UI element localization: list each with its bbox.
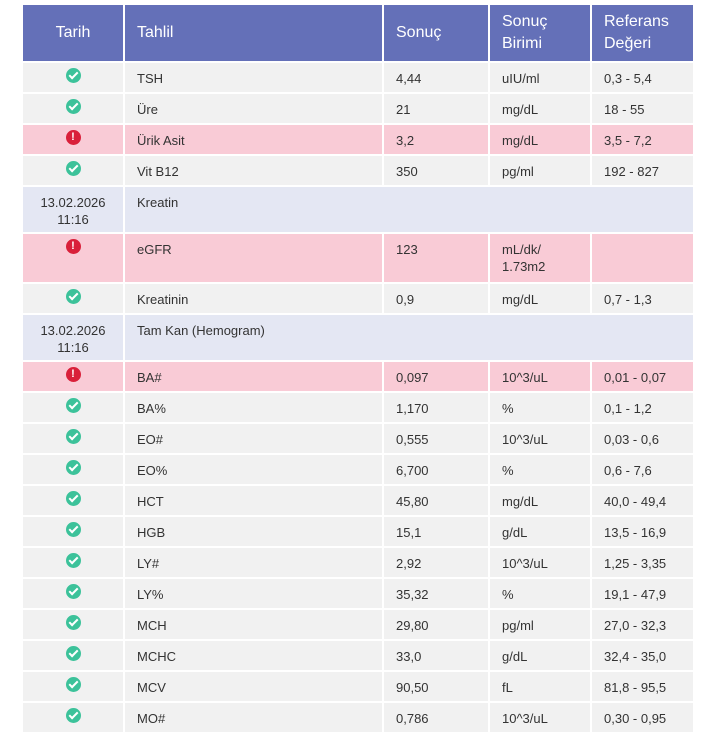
lab-results-table: [21, 3, 695, 734]
unit-cell: [490, 234, 590, 282]
result-cell-text: 0,097: [396, 370, 429, 385]
unit-cell: [490, 156, 590, 185]
result-cell: [384, 548, 488, 577]
unit-cell: [490, 455, 590, 484]
check-circle-icon: [66, 491, 81, 506]
test-name-cell: [125, 234, 382, 282]
reference-cell-text: 0,3 - 5,4: [604, 71, 652, 86]
group-name-cell: [125, 315, 693, 360]
check-circle-icon: [66, 584, 81, 599]
unit-cell: [490, 486, 590, 515]
test-name-cell: [125, 156, 382, 185]
group-date: 13.02.2026: [40, 323, 106, 338]
test-name-cell-text: Vit B12: [137, 164, 179, 179]
status-cell: [23, 156, 123, 185]
group-name-cell-text: Kreatin: [137, 195, 179, 210]
status-cell: [23, 455, 123, 484]
check-circle-icon: [66, 99, 81, 114]
test-name-cell-text: EO%: [137, 463, 168, 478]
result-cell-text: 123: [396, 242, 418, 257]
reference-cell: [592, 393, 693, 422]
status-cell: [23, 548, 123, 577]
test-name-cell: [125, 703, 382, 732]
result-cell-text: 350: [396, 164, 418, 179]
unit-cell: [490, 393, 590, 422]
table-row[interactable]: [23, 94, 693, 123]
result-cell-text: 0,9: [396, 292, 415, 307]
unit-cell-text: g/dL: [502, 525, 528, 540]
col-header-unit-line2: Birimi: [502, 35, 542, 52]
test-name-cell-text: MCV: [137, 680, 166, 695]
check-circle-icon: [66, 677, 81, 692]
test-name-cell: [125, 517, 382, 546]
status-cell: [23, 517, 123, 546]
check-circle-icon: [66, 553, 81, 568]
result-cell: [384, 424, 488, 453]
reference-cell: [592, 548, 693, 577]
test-name-cell: [125, 63, 382, 92]
test-name-cell-text: HGB: [137, 525, 166, 540]
test-name-cell-text: Üre: [137, 102, 158, 117]
result-cell-text: 4,44: [396, 71, 422, 86]
test-name-cell: [125, 362, 382, 391]
unit-cell-text: 10^3/uL: [502, 370, 548, 385]
group-name-cell: [125, 187, 693, 232]
table-row[interactable]: [23, 641, 693, 670]
test-name-cell: [125, 455, 382, 484]
reference-cell: [592, 125, 693, 154]
status-cell: [23, 703, 123, 732]
unit-cell-text: uIU/ml: [502, 71, 540, 86]
check-circle-icon: [66, 708, 81, 723]
reference-cell: [592, 579, 693, 608]
unit-cell: [490, 548, 590, 577]
test-name-cell-text: HCT: [137, 494, 164, 509]
check-circle-icon: [66, 429, 81, 444]
unit-cell: [490, 517, 590, 546]
result-cell-text: 15,1: [396, 525, 422, 540]
result-cell: [384, 393, 488, 422]
table-row[interactable]: [23, 362, 693, 391]
unit-cell-text: %: [502, 401, 514, 416]
result-cell: [384, 455, 488, 484]
reference-cell: [592, 234, 693, 282]
result-cell-text: 35,32: [396, 587, 429, 602]
unit-cell-text: mg/dL: [502, 292, 539, 307]
check-circle-icon: [66, 522, 81, 537]
result-cell-text: 0,555: [396, 432, 429, 447]
exclamation-circle-icon: !: [66, 239, 81, 254]
group-date-cell: [23, 315, 123, 360]
result-cell: [384, 94, 488, 123]
reference-cell-text: 19,1 - 47,9: [604, 587, 667, 602]
result-cell: [384, 156, 488, 185]
reference-cell: [592, 94, 693, 123]
group-date: 13.02.2026: [40, 195, 106, 210]
status-cell: [23, 641, 123, 670]
reference-cell-text: 27,0 - 32,3: [604, 618, 667, 633]
result-cell-text: 45,80: [396, 494, 429, 509]
reference-cell: [592, 424, 693, 453]
col-header-date: Tarih: [23, 5, 123, 61]
status-cell: [23, 63, 123, 92]
reference-cell: [592, 672, 693, 701]
test-name-cell-text: MCH: [137, 618, 167, 633]
unit-cell: [490, 284, 590, 313]
check-circle-icon: [66, 68, 81, 83]
unit-cell: [490, 703, 590, 732]
unit-cell-text: pg/ml: [502, 164, 534, 179]
result-cell-text: 6,700: [396, 463, 429, 478]
table-row[interactable]: [23, 63, 693, 92]
status-cell: [23, 234, 123, 282]
table-row[interactable]: [23, 703, 693, 732]
col-header-unit-line1: Sonuç: [502, 13, 548, 30]
test-name-cell: [125, 393, 382, 422]
status-cell: [23, 579, 123, 608]
result-cell-text: 21: [396, 102, 411, 117]
reference-cell-text: 0,1 - 1,2: [604, 401, 652, 416]
result-cell-text: 3,2: [396, 133, 415, 148]
unit-cell: [490, 672, 590, 701]
test-name-cell-text: Ürik Asit: [137, 133, 185, 148]
exclamation-circle-icon: !: [66, 367, 81, 382]
reference-cell-text: 0,01 - 0,07: [604, 370, 667, 385]
check-circle-icon: [66, 398, 81, 413]
header-row: [23, 5, 693, 61]
status-cell: [23, 284, 123, 313]
result-cell: [384, 362, 488, 391]
unit-cell-text: 10^3/uL: [502, 556, 548, 571]
table-row[interactable]: [23, 579, 693, 608]
check-circle-icon: [66, 460, 81, 475]
table-row[interactable]: [23, 672, 693, 701]
table-row[interactable]: [23, 548, 693, 577]
status-cell: [23, 393, 123, 422]
table-row[interactable]: [23, 234, 693, 282]
check-circle-icon: [66, 646, 81, 661]
test-name-cell: [125, 424, 382, 453]
result-cell-text: 29,80: [396, 618, 429, 633]
table-row[interactable]: [23, 393, 693, 422]
test-name-cell: [125, 610, 382, 639]
status-cell: [23, 672, 123, 701]
reference-cell-text: 0,03 - 0,6: [604, 432, 659, 447]
table-row[interactable]: [23, 125, 693, 154]
reference-cell: [592, 703, 693, 732]
unit-cell-text: mL/dk/: [502, 242, 542, 257]
test-name-cell-text: BA%: [137, 401, 166, 416]
table-row[interactable]: [23, 284, 693, 313]
result-cell: [384, 579, 488, 608]
result-cell: [384, 234, 488, 282]
test-name-cell-text: MO#: [137, 711, 166, 726]
unit-cell-text: mg/dL: [502, 133, 539, 148]
result-cell: [384, 486, 488, 515]
reference-cell: [592, 362, 693, 391]
reference-cell-text: 32,4 - 35,0: [604, 649, 667, 664]
unit-cell: [490, 610, 590, 639]
test-name-cell-text: LY%: [137, 587, 164, 602]
reference-cell: [592, 610, 693, 639]
table-body: [23, 63, 693, 732]
reference-cell-text: 3,5 - 7,2: [604, 133, 652, 148]
test-name-cell-text: eGFR: [137, 242, 172, 257]
unit-cell-line2: 1.73m2: [502, 259, 546, 274]
result-cell-text: 1,170: [396, 401, 429, 416]
result-cell: [384, 610, 488, 639]
result-cell-text: 33,0: [396, 649, 422, 664]
result-cell: [384, 641, 488, 670]
reference-cell: [592, 517, 693, 546]
reference-cell: [592, 486, 693, 515]
status-cell: [23, 94, 123, 123]
group-row[interactable]: [23, 187, 693, 232]
test-name-cell-text: TSH: [137, 71, 163, 86]
unit-cell-text: fL: [502, 680, 513, 695]
col-header-ref-line1: Referans: [604, 13, 669, 30]
reference-cell-text: 13,5 - 16,9: [604, 525, 667, 540]
unit-cell: [490, 125, 590, 154]
status-cell: [23, 362, 123, 391]
col-header-ref-line2: Değeri: [604, 35, 652, 52]
reference-cell-text: 0,7 - 1,3: [604, 292, 652, 307]
reference-cell: [592, 455, 693, 484]
unit-cell-text: mg/dL: [502, 494, 539, 509]
result-cell-text: 2,92: [396, 556, 422, 571]
unit-cell: [490, 579, 590, 608]
group-row[interactable]: [23, 315, 693, 360]
result-cell: [384, 63, 488, 92]
check-circle-icon: [66, 615, 81, 630]
unit-cell-text: 10^3/uL: [502, 711, 548, 726]
result-cell: [384, 517, 488, 546]
result-cell: [384, 284, 488, 313]
result-cell-text: 0,786: [396, 711, 429, 726]
reference-cell: [592, 156, 693, 185]
unit-cell: [490, 424, 590, 453]
col-header-unit: [490, 5, 590, 61]
group-time: 11:16: [57, 340, 89, 355]
reference-cell-text: 0,6 - 7,6: [604, 463, 652, 478]
reference-cell-text: 40,0 - 49,4: [604, 494, 667, 509]
unit-cell: [490, 94, 590, 123]
reference-cell-text: 0,30 - 0,95: [604, 711, 667, 726]
unit-cell-text: %: [502, 463, 514, 478]
reference-cell: [592, 641, 693, 670]
unit-cell-text: g/dL: [502, 649, 528, 664]
test-name-cell: [125, 641, 382, 670]
result-cell: [384, 672, 488, 701]
table-row[interactable]: [23, 455, 693, 484]
test-name-cell: [125, 548, 382, 577]
test-name-cell: [125, 486, 382, 515]
test-name-cell: [125, 94, 382, 123]
unit-cell-text: 10^3/uL: [502, 432, 548, 447]
status-cell: [23, 125, 123, 154]
check-circle-icon: [66, 289, 81, 304]
reference-cell-text: 18 - 55: [604, 102, 645, 117]
reference-cell-text: 81,8 - 95,5: [604, 680, 667, 695]
col-header-result: Sonuç: [384, 5, 488, 61]
table-row[interactable]: [23, 424, 693, 453]
status-cell: [23, 486, 123, 515]
group-date-cell: [23, 187, 123, 232]
result-cell: [384, 125, 488, 154]
unit-cell-text: %: [502, 587, 514, 602]
table-row[interactable]: [23, 610, 693, 639]
col-header-test: Tahlil: [125, 5, 382, 61]
reference-cell: [592, 284, 693, 313]
test-name-cell-text: BA#: [137, 370, 162, 385]
group-name-cell-text: Tam Kan (Hemogram): [137, 323, 265, 338]
test-name-cell-text: Kreatinin: [137, 292, 189, 307]
result-cell-text: 90,50: [396, 680, 429, 695]
unit-cell: [490, 641, 590, 670]
unit-cell: [490, 63, 590, 92]
unit-cell-text: mg/dL: [502, 102, 539, 117]
exclamation-circle-icon: !: [66, 130, 81, 145]
reference-cell-text: 1,25 - 3,35: [604, 556, 667, 571]
status-cell: [23, 424, 123, 453]
test-name-cell: [125, 284, 382, 313]
unit-cell: [490, 362, 590, 391]
reference-cell: [592, 63, 693, 92]
test-name-cell-text: LY#: [137, 556, 160, 571]
table-header: [23, 5, 693, 61]
test-name-cell: [125, 579, 382, 608]
table-row[interactable]: [23, 156, 693, 185]
reference-cell-text: 192 - 827: [604, 164, 659, 179]
check-circle-icon: [66, 161, 81, 176]
table-row[interactable]: [23, 517, 693, 546]
group-time: 11:16: [57, 212, 89, 227]
test-name-cell: [125, 125, 382, 154]
status-cell: [23, 610, 123, 639]
result-cell: [384, 703, 488, 732]
test-name-cell-text: EO#: [137, 432, 164, 447]
test-name-cell-text: MCHC: [137, 649, 176, 664]
table-row[interactable]: [23, 486, 693, 515]
unit-cell-text: pg/ml: [502, 618, 534, 633]
test-name-cell: [125, 672, 382, 701]
col-header-reference: [592, 5, 693, 61]
